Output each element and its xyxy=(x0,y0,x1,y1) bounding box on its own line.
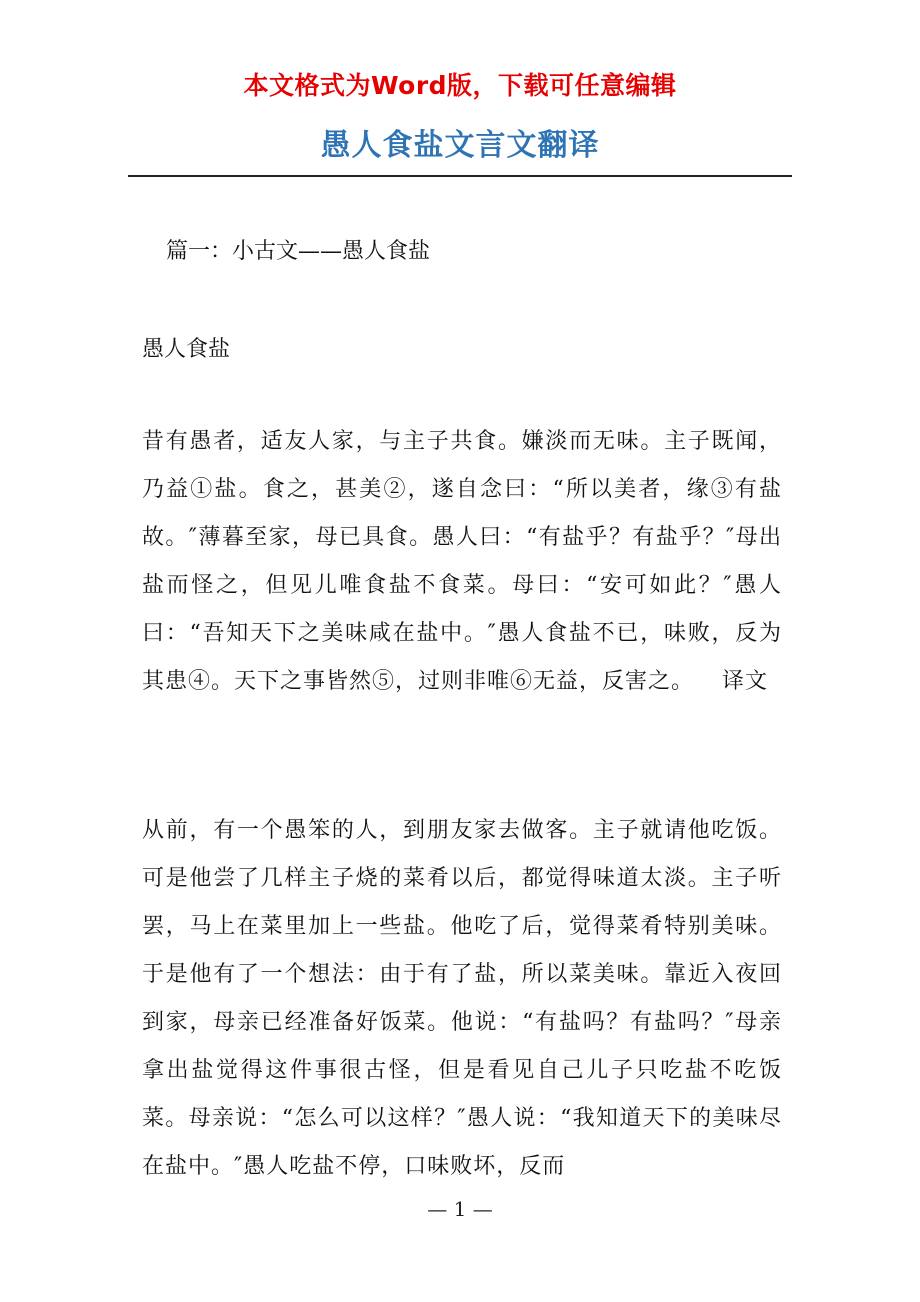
page-number: — 1 — xyxy=(427,1197,493,1221)
translation-label: 译文 xyxy=(722,669,769,694)
story-title: 愚人食盐 xyxy=(142,337,231,362)
document-title: 愚人食盐文言文翻译 xyxy=(320,128,600,163)
title-divider xyxy=(128,175,792,177)
format-banner: 本文格式为Word版，下载可任意编辑 xyxy=(243,71,677,100)
original-text: 昔有愚者，适友人家，与主子共食。嫌淡而无味。主子既闻，乃益①盐。食之，甚美②，遂自念曰：“所以美者，缘③有盐故。″薄暮至家，母已具食。愚人曰：“有盐乎？有盐乎？″母出盐而怪之，但见儿唯食盐不食菜。母曰：“安可如此？″愚人曰：“吾知天下之美味咸在盐中。″愚人食盐不已，味败，反为其患④。天下之事皆然⑤，过则非唯⑥无益，反害之。 xyxy=(142,429,782,694)
translation-paragraph: 从前，有一个愚笨的人，到朋友家去做客。主子就请他吃饭。可是他尝了几样主子烧的菜肴以后，都觉得味道太淡。主子听罢，马上在菜里加上一些盐。他吃了后，觉得菜肴特别美味。于是他有了一个想法：由于有了盐，所以菜美味。靠近入夜回到家，母亲已经准备好饭菜。他说：“有盐吗？有盐吗？″母亲拿出盐觉得这件事很古怪，但是看见自己儿子只吃盐不吃饭菜。母亲说：“怎么可以这样？″愚人说：“我知道天下的美味尽在盐中。″愚人吃盐不停，口味败坏，反而 xyxy=(142,818,782,1179)
original-text-paragraph xyxy=(142,418,782,706)
section-heading: 篇一：小古文——愚人食盐 xyxy=(166,239,431,264)
